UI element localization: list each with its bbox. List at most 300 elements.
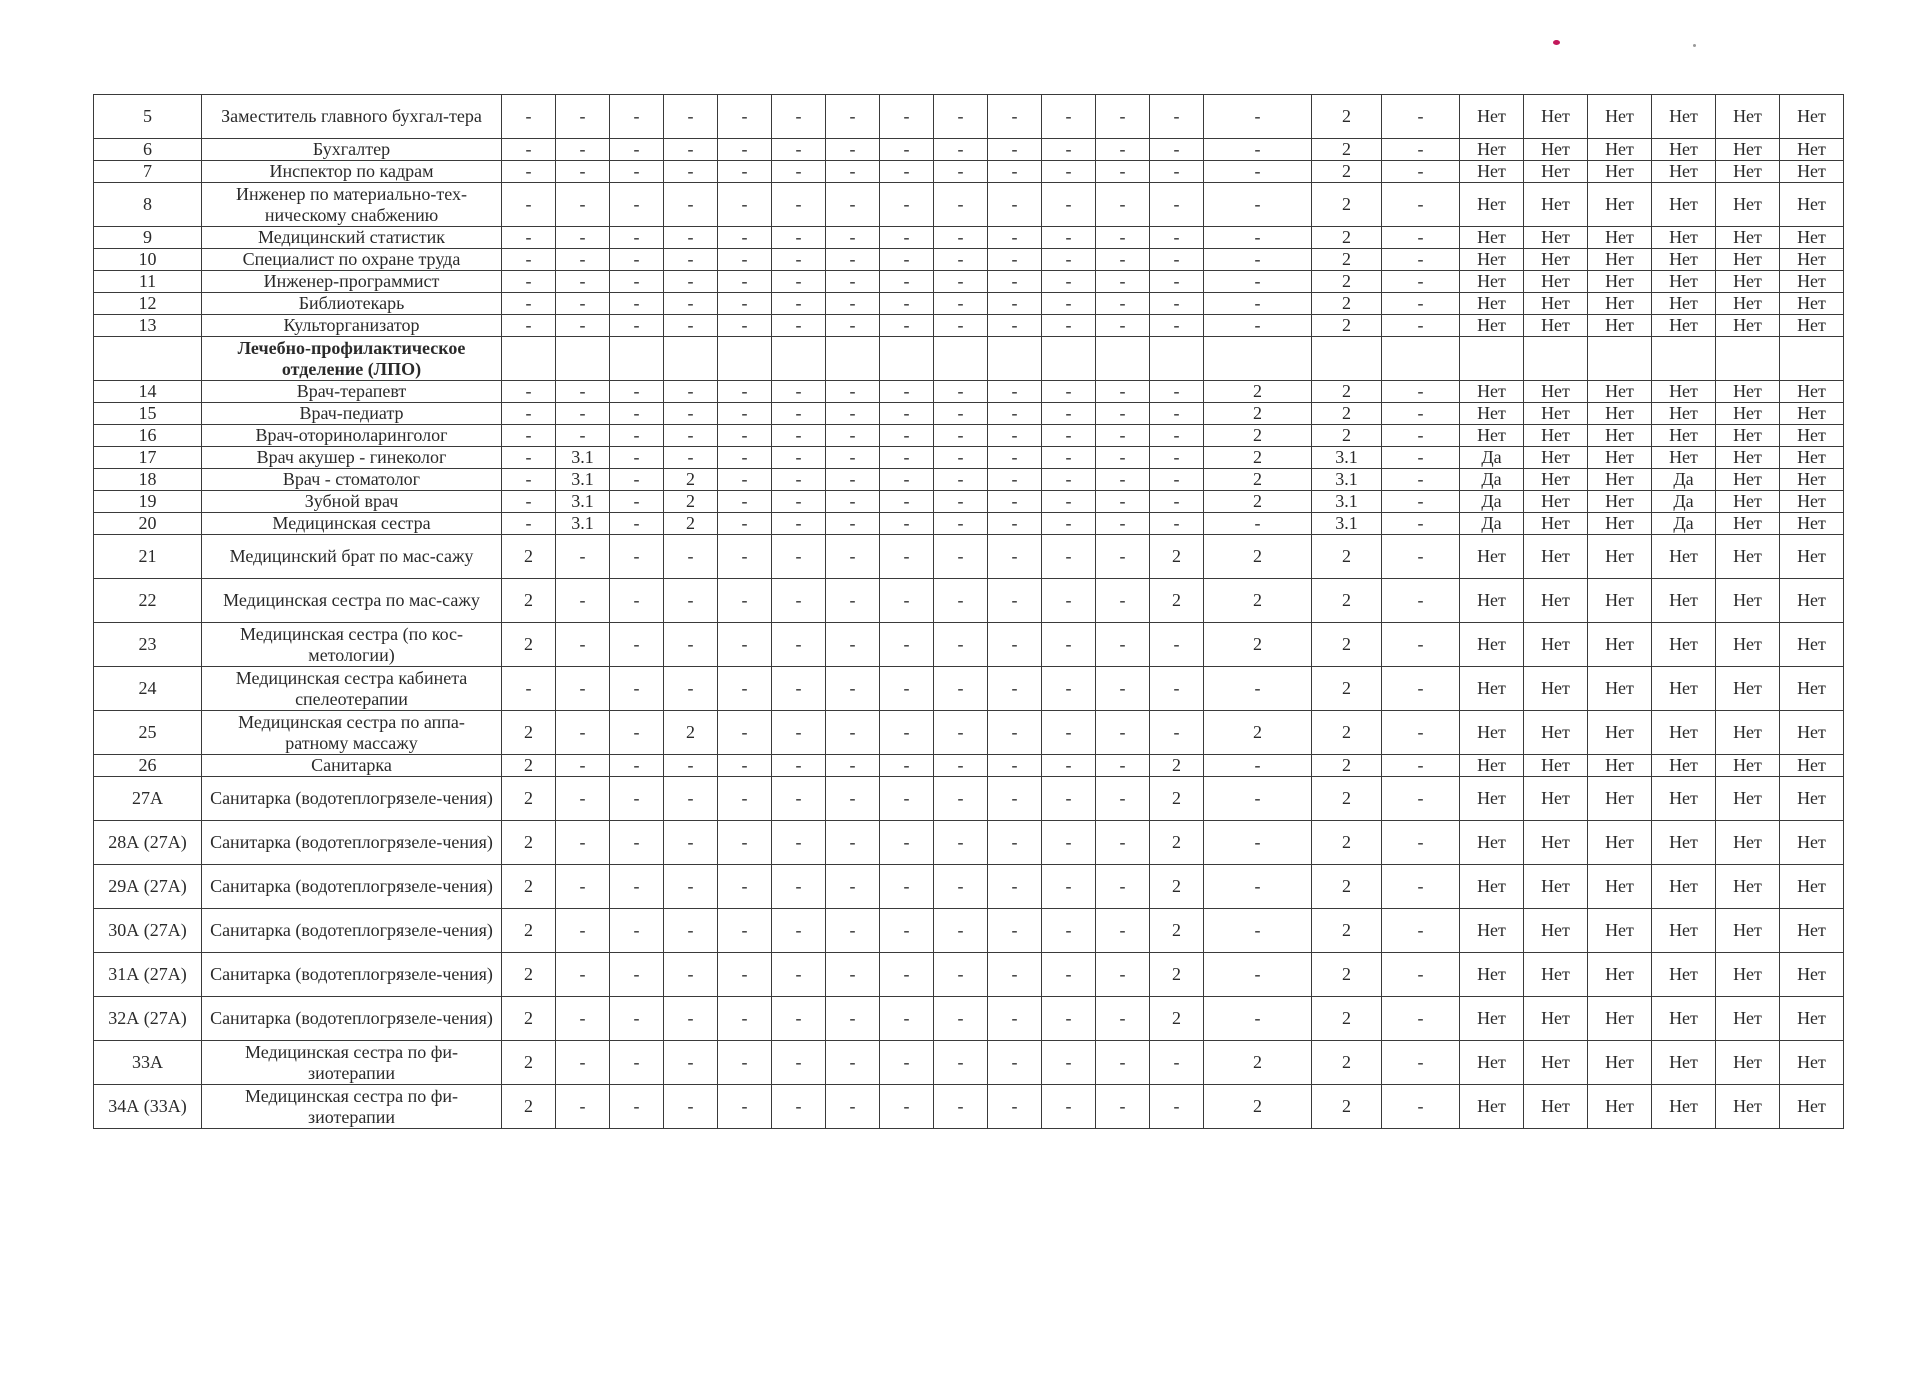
- class-value-cell: -: [772, 711, 826, 755]
- position-name-cell: Медицинская сестра кабинета спелеотерапии: [202, 667, 502, 711]
- class-value-cell: 2: [1312, 249, 1382, 271]
- class-value-cell: -: [826, 953, 880, 997]
- class-value-cell: -: [556, 425, 610, 447]
- yes-no-cell: Нет: [1716, 711, 1780, 755]
- class-value-cell: 2: [1312, 667, 1382, 711]
- class-value-cell: 3.1: [556, 513, 610, 535]
- yes-no-cell: Нет: [1780, 425, 1844, 447]
- class-value-cell: -: [1382, 711, 1460, 755]
- class-value-cell: -: [1096, 1041, 1150, 1085]
- class-value-cell: [1382, 337, 1460, 381]
- yes-no-cell: Нет: [1716, 755, 1780, 777]
- yes-no-cell: Нет: [1588, 315, 1652, 337]
- class-value-cell: -: [664, 183, 718, 227]
- class-value-cell: -: [1150, 161, 1204, 183]
- row-number-cell: 10: [94, 249, 202, 271]
- class-value-cell: -: [988, 953, 1042, 997]
- class-value-cell: 2: [1204, 623, 1312, 667]
- yes-no-cell: Нет: [1716, 821, 1780, 865]
- yes-no-cell: Нет: [1716, 95, 1780, 139]
- yes-no-cell: Да: [1652, 469, 1716, 491]
- class-value-cell: -: [718, 271, 772, 293]
- yes-no-cell: Нет: [1460, 271, 1524, 293]
- yes-no-cell: Нет: [1716, 997, 1780, 1041]
- class-value-cell: -: [1150, 381, 1204, 403]
- yes-no-cell: Нет: [1652, 821, 1716, 865]
- class-value-cell: -: [988, 95, 1042, 139]
- class-value-cell: 3.1: [556, 491, 610, 513]
- class-value-cell: -: [772, 623, 826, 667]
- class-value-cell: -: [772, 579, 826, 623]
- table-row: [94, 1085, 1844, 1129]
- yes-no-cell: Нет: [1652, 865, 1716, 909]
- class-value-cell: 2: [1150, 909, 1204, 953]
- table-row: [94, 997, 1844, 1041]
- class-value-cell: 2: [1312, 909, 1382, 953]
- yes-no-cell: Нет: [1460, 535, 1524, 579]
- class-value-cell: -: [988, 623, 1042, 667]
- class-value-cell: -: [934, 1085, 988, 1129]
- class-value-cell: 3.1: [556, 469, 610, 491]
- yes-no-cell: Нет: [1588, 777, 1652, 821]
- class-value-cell: -: [934, 469, 988, 491]
- class-value-cell: -: [880, 491, 934, 513]
- class-value-cell: -: [1382, 1041, 1460, 1085]
- position-name-cell: Санитарка (водотеплогрязеле-чения): [202, 777, 502, 821]
- class-value-cell: -: [934, 271, 988, 293]
- yes-no-cell: Нет: [1716, 183, 1780, 227]
- class-value-cell: -: [826, 183, 880, 227]
- class-value-cell: -: [1042, 183, 1096, 227]
- class-value-cell: -: [718, 953, 772, 997]
- class-value-cell: -: [934, 535, 988, 579]
- row-number-cell: 21: [94, 535, 202, 579]
- class-value-cell: -: [610, 161, 664, 183]
- class-value-cell: -: [1204, 139, 1312, 161]
- class-value-cell: -: [772, 777, 826, 821]
- yes-no-cell: Нет: [1588, 513, 1652, 535]
- class-value-cell: -: [1096, 249, 1150, 271]
- class-value-cell: 2: [1312, 755, 1382, 777]
- class-value-cell: -: [610, 293, 664, 315]
- yes-no-cell: Нет: [1460, 425, 1524, 447]
- yes-no-cell: Нет: [1460, 381, 1524, 403]
- position-name-cell: Инспектор по кадрам: [202, 161, 502, 183]
- class-value-cell: -: [718, 1085, 772, 1129]
- class-value-cell: -: [1382, 623, 1460, 667]
- class-value-cell: 2: [1312, 1041, 1382, 1085]
- yes-no-cell: Да: [1460, 447, 1524, 469]
- row-number-cell: 13: [94, 315, 202, 337]
- class-value-cell: 2: [664, 513, 718, 535]
- class-value-cell: -: [934, 579, 988, 623]
- class-value-cell: -: [502, 491, 556, 513]
- class-value-cell: -: [1096, 403, 1150, 425]
- yes-no-cell: Нет: [1588, 1085, 1652, 1129]
- yes-no-cell: Да: [1652, 513, 1716, 535]
- class-value-cell: -: [718, 381, 772, 403]
- class-value-cell: -: [880, 623, 934, 667]
- position-name-cell: Заместитель главного бухгал-тера: [202, 95, 502, 139]
- class-value-cell: -: [772, 315, 826, 337]
- class-value-cell: -: [502, 249, 556, 271]
- yes-no-cell: Нет: [1652, 161, 1716, 183]
- class-value-cell: 2: [1312, 953, 1382, 997]
- yes-no-cell: Нет: [1460, 821, 1524, 865]
- yes-no-cell: Нет: [1780, 447, 1844, 469]
- table-row: [94, 293, 1844, 315]
- class-value-cell: -: [610, 623, 664, 667]
- yes-no-cell: Нет: [1716, 161, 1780, 183]
- class-value-cell: -: [610, 821, 664, 865]
- class-value-cell: -: [718, 293, 772, 315]
- yes-no-cell: Нет: [1524, 227, 1588, 249]
- class-value-cell: 2: [1312, 865, 1382, 909]
- yes-no-cell: Нет: [1460, 755, 1524, 777]
- yes-no-cell: Нет: [1780, 535, 1844, 579]
- working-conditions-table: [93, 94, 1844, 1129]
- class-value-cell: -: [664, 271, 718, 293]
- class-value-cell: -: [1382, 821, 1460, 865]
- class-value-cell: 2: [502, 821, 556, 865]
- class-value-cell: -: [664, 909, 718, 953]
- class-value-cell: -: [988, 183, 1042, 227]
- class-value-cell: -: [664, 865, 718, 909]
- class-value-cell: -: [826, 161, 880, 183]
- class-value-cell: -: [718, 579, 772, 623]
- yes-no-cell: Нет: [1460, 777, 1524, 821]
- class-value-cell: -: [1204, 271, 1312, 293]
- yes-no-cell: Да: [1460, 491, 1524, 513]
- class-value-cell: -: [934, 161, 988, 183]
- class-value-cell: -: [988, 909, 1042, 953]
- yes-no-cell: Нет: [1588, 95, 1652, 139]
- class-value-cell: -: [880, 997, 934, 1041]
- class-value-cell: -: [826, 777, 880, 821]
- class-value-cell: -: [610, 953, 664, 997]
- row-number-cell: 5: [94, 95, 202, 139]
- yes-no-cell: Нет: [1780, 271, 1844, 293]
- class-value-cell: -: [610, 95, 664, 139]
- yes-no-cell: Нет: [1716, 623, 1780, 667]
- yes-no-cell: Нет: [1780, 711, 1844, 755]
- position-name-cell: Специалист по охране труда: [202, 249, 502, 271]
- class-value-cell: -: [1150, 293, 1204, 315]
- yes-no-cell: Нет: [1652, 293, 1716, 315]
- yes-no-cell: [1588, 337, 1652, 381]
- class-value-cell: -: [772, 95, 826, 139]
- row-number-cell: 20: [94, 513, 202, 535]
- class-value-cell: -: [1382, 293, 1460, 315]
- position-name-cell: Медицинская сестра по фи-зиотерапии: [202, 1041, 502, 1085]
- class-value-cell: -: [1042, 711, 1096, 755]
- yes-no-cell: Нет: [1524, 909, 1588, 953]
- table-row: [94, 183, 1844, 227]
- class-value-cell: -: [664, 777, 718, 821]
- class-value-cell: -: [772, 139, 826, 161]
- class-value-cell: -: [826, 227, 880, 249]
- class-value-cell: -: [556, 667, 610, 711]
- yes-no-cell: Нет: [1588, 667, 1652, 711]
- class-value-cell: -: [556, 403, 610, 425]
- class-value-cell: -: [502, 161, 556, 183]
- class-value-cell: -: [934, 447, 988, 469]
- class-value-cell: -: [610, 667, 664, 711]
- yes-no-cell: Нет: [1524, 315, 1588, 337]
- yes-no-cell: Нет: [1780, 183, 1844, 227]
- class-value-cell: -: [556, 755, 610, 777]
- position-name-cell: Инженер-программист: [202, 271, 502, 293]
- yes-no-cell: Нет: [1524, 535, 1588, 579]
- yes-no-cell: Нет: [1460, 315, 1524, 337]
- class-value-cell: -: [1096, 953, 1150, 997]
- class-value-cell: -: [1382, 1085, 1460, 1129]
- class-value-cell: -: [772, 1041, 826, 1085]
- class-value-cell: -: [988, 513, 1042, 535]
- class-value-cell: -: [1096, 381, 1150, 403]
- row-number-cell: 34А (33А): [94, 1085, 202, 1129]
- table-row: [94, 755, 1844, 777]
- yes-no-cell: Нет: [1524, 381, 1588, 403]
- class-value-cell: 2: [1312, 623, 1382, 667]
- row-number-cell: 26: [94, 755, 202, 777]
- class-value-cell: -: [1150, 1041, 1204, 1085]
- class-value-cell: -: [1204, 997, 1312, 1041]
- table-row: [94, 821, 1844, 865]
- class-value-cell: -: [556, 315, 610, 337]
- yes-no-cell: Нет: [1716, 865, 1780, 909]
- class-value-cell: -: [718, 447, 772, 469]
- class-value-cell: 2: [1204, 711, 1312, 755]
- yes-no-cell: Нет: [1780, 865, 1844, 909]
- class-value-cell: -: [610, 249, 664, 271]
- class-value-cell: -: [880, 667, 934, 711]
- class-value-cell: 2: [502, 953, 556, 997]
- class-value-cell: -: [1042, 425, 1096, 447]
- position-name-cell: Санитарка (водотеплогрязеле-чения): [202, 997, 502, 1041]
- table-row: [94, 95, 1844, 139]
- class-value-cell: -: [718, 403, 772, 425]
- yes-no-cell: Нет: [1524, 579, 1588, 623]
- yes-no-cell: Нет: [1652, 271, 1716, 293]
- class-value-cell: -: [502, 403, 556, 425]
- yes-no-cell: Нет: [1780, 953, 1844, 997]
- class-value-cell: -: [610, 909, 664, 953]
- class-value-cell: -: [664, 623, 718, 667]
- class-value-cell: -: [1382, 249, 1460, 271]
- yes-no-cell: Нет: [1780, 997, 1844, 1041]
- class-value-cell: 3.1: [1312, 491, 1382, 513]
- yes-no-cell: Нет: [1780, 777, 1844, 821]
- class-value-cell: -: [664, 293, 718, 315]
- yes-no-cell: Нет: [1652, 755, 1716, 777]
- class-value-cell: -: [718, 425, 772, 447]
- class-value-cell: -: [988, 425, 1042, 447]
- class-value-cell: -: [664, 997, 718, 1041]
- yes-no-cell: Нет: [1716, 909, 1780, 953]
- class-value-cell: -: [826, 469, 880, 491]
- position-name-cell: Инженер по материально-тех-ническому снабжению: [202, 183, 502, 227]
- class-value-cell: -: [880, 447, 934, 469]
- class-value-cell: -: [610, 997, 664, 1041]
- yes-no-cell: Нет: [1652, 953, 1716, 997]
- class-value-cell: -: [1382, 227, 1460, 249]
- class-value-cell: -: [1150, 271, 1204, 293]
- position-name-cell: Медицинская сестра (по кос-метологии): [202, 623, 502, 667]
- class-value-cell: -: [556, 579, 610, 623]
- yes-no-cell: Нет: [1524, 865, 1588, 909]
- class-value-cell: -: [988, 777, 1042, 821]
- yes-no-cell: Нет: [1524, 249, 1588, 271]
- class-value-cell: -: [934, 513, 988, 535]
- class-value-cell: -: [988, 139, 1042, 161]
- row-number-cell: 11: [94, 271, 202, 293]
- class-value-cell: -: [880, 535, 934, 579]
- yes-no-cell: Нет: [1652, 381, 1716, 403]
- class-value-cell: -: [880, 315, 934, 337]
- class-value-cell: -: [556, 535, 610, 579]
- yes-no-cell: Да: [1460, 513, 1524, 535]
- yes-no-cell: Нет: [1780, 139, 1844, 161]
- row-number-cell: 17: [94, 447, 202, 469]
- class-value-cell: -: [934, 865, 988, 909]
- table-row: [94, 953, 1844, 997]
- class-value-cell: -: [556, 139, 610, 161]
- class-value-cell: -: [1096, 315, 1150, 337]
- class-value-cell: -: [1382, 513, 1460, 535]
- yes-no-cell: Нет: [1588, 249, 1652, 271]
- table-row: [94, 469, 1844, 491]
- class-value-cell: -: [1204, 865, 1312, 909]
- class-value-cell: -: [1042, 579, 1096, 623]
- class-value-cell: -: [826, 381, 880, 403]
- yes-no-cell: Нет: [1588, 227, 1652, 249]
- yes-no-cell: Нет: [1524, 139, 1588, 161]
- class-value-cell: [556, 337, 610, 381]
- class-value-cell: -: [826, 403, 880, 425]
- yes-no-cell: Нет: [1716, 249, 1780, 271]
- class-value-cell: -: [1382, 491, 1460, 513]
- class-value-cell: 2: [1150, 953, 1204, 997]
- yes-no-cell: Нет: [1460, 909, 1524, 953]
- table-body: [94, 95, 1844, 1129]
- yes-no-cell: Нет: [1524, 755, 1588, 777]
- position-name-cell: Библиотекарь: [202, 293, 502, 315]
- yes-no-cell: Нет: [1460, 1085, 1524, 1129]
- class-value-cell: -: [1382, 469, 1460, 491]
- class-value-cell: -: [988, 403, 1042, 425]
- class-value-cell: -: [880, 403, 934, 425]
- class-value-cell: -: [1042, 667, 1096, 711]
- class-value-cell: -: [664, 227, 718, 249]
- class-value-cell: -: [610, 447, 664, 469]
- yes-no-cell: Нет: [1460, 249, 1524, 271]
- yes-no-cell: Нет: [1588, 821, 1652, 865]
- class-value-cell: -: [556, 865, 610, 909]
- row-number-cell: 12: [94, 293, 202, 315]
- class-value-cell: 2: [1150, 579, 1204, 623]
- class-value-cell: [880, 337, 934, 381]
- class-value-cell: -: [502, 315, 556, 337]
- class-value-cell: -: [1382, 667, 1460, 711]
- class-value-cell: -: [1096, 95, 1150, 139]
- class-value-cell: -: [826, 711, 880, 755]
- class-value-cell: -: [502, 425, 556, 447]
- class-value-cell: -: [988, 491, 1042, 513]
- class-value-cell: -: [772, 997, 826, 1041]
- class-value-cell: 2: [1204, 491, 1312, 513]
- class-value-cell: -: [1150, 491, 1204, 513]
- class-value-cell: -: [1042, 953, 1096, 997]
- class-value-cell: -: [880, 469, 934, 491]
- yes-no-cell: Нет: [1652, 667, 1716, 711]
- class-value-cell: -: [880, 139, 934, 161]
- class-value-cell: -: [610, 755, 664, 777]
- class-value-cell: -: [664, 95, 718, 139]
- yes-no-cell: Нет: [1588, 953, 1652, 997]
- class-value-cell: -: [1150, 447, 1204, 469]
- class-value-cell: 2: [1150, 821, 1204, 865]
- class-value-cell: -: [934, 667, 988, 711]
- class-value-cell: 2: [1204, 535, 1312, 579]
- class-value-cell: -: [1096, 755, 1150, 777]
- class-value-cell: 2: [1312, 95, 1382, 139]
- yes-no-cell: Нет: [1652, 227, 1716, 249]
- class-value-cell: -: [664, 1085, 718, 1129]
- class-value-cell: -: [556, 293, 610, 315]
- class-value-cell: -: [1096, 425, 1150, 447]
- class-value-cell: -: [1382, 425, 1460, 447]
- class-value-cell: -: [1150, 249, 1204, 271]
- class-value-cell: -: [610, 381, 664, 403]
- class-value-cell: -: [664, 755, 718, 777]
- class-value-cell: -: [1204, 777, 1312, 821]
- table-row: [94, 425, 1844, 447]
- class-value-cell: -: [934, 95, 988, 139]
- class-value-cell: [934, 337, 988, 381]
- yes-no-cell: Нет: [1780, 667, 1844, 711]
- class-value-cell: -: [664, 447, 718, 469]
- class-value-cell: -: [1042, 139, 1096, 161]
- class-value-cell: -: [502, 381, 556, 403]
- class-value-cell: -: [664, 425, 718, 447]
- class-value-cell: 2: [1312, 777, 1382, 821]
- position-name-cell: Зубной врач: [202, 491, 502, 513]
- class-value-cell: -: [1382, 777, 1460, 821]
- class-value-cell: -: [988, 293, 1042, 315]
- class-value-cell: -: [1042, 227, 1096, 249]
- yes-no-cell: Нет: [1716, 667, 1780, 711]
- class-value-cell: -: [880, 249, 934, 271]
- class-value-cell: -: [988, 1041, 1042, 1085]
- class-value-cell: 2: [1312, 183, 1382, 227]
- class-value-cell: [718, 337, 772, 381]
- table-row: [94, 1041, 1844, 1085]
- class-value-cell: -: [502, 271, 556, 293]
- yes-no-cell: Нет: [1716, 139, 1780, 161]
- class-value-cell: -: [1042, 95, 1096, 139]
- class-value-cell: 2: [1312, 997, 1382, 1041]
- row-number-cell: 23: [94, 623, 202, 667]
- yes-no-cell: Нет: [1524, 95, 1588, 139]
- class-value-cell: -: [934, 227, 988, 249]
- class-value-cell: -: [934, 1041, 988, 1085]
- class-value-cell: -: [1150, 513, 1204, 535]
- class-value-cell: -: [988, 1085, 1042, 1129]
- yes-no-cell: Нет: [1588, 425, 1652, 447]
- table-row: [94, 909, 1844, 953]
- class-value-cell: -: [1150, 403, 1204, 425]
